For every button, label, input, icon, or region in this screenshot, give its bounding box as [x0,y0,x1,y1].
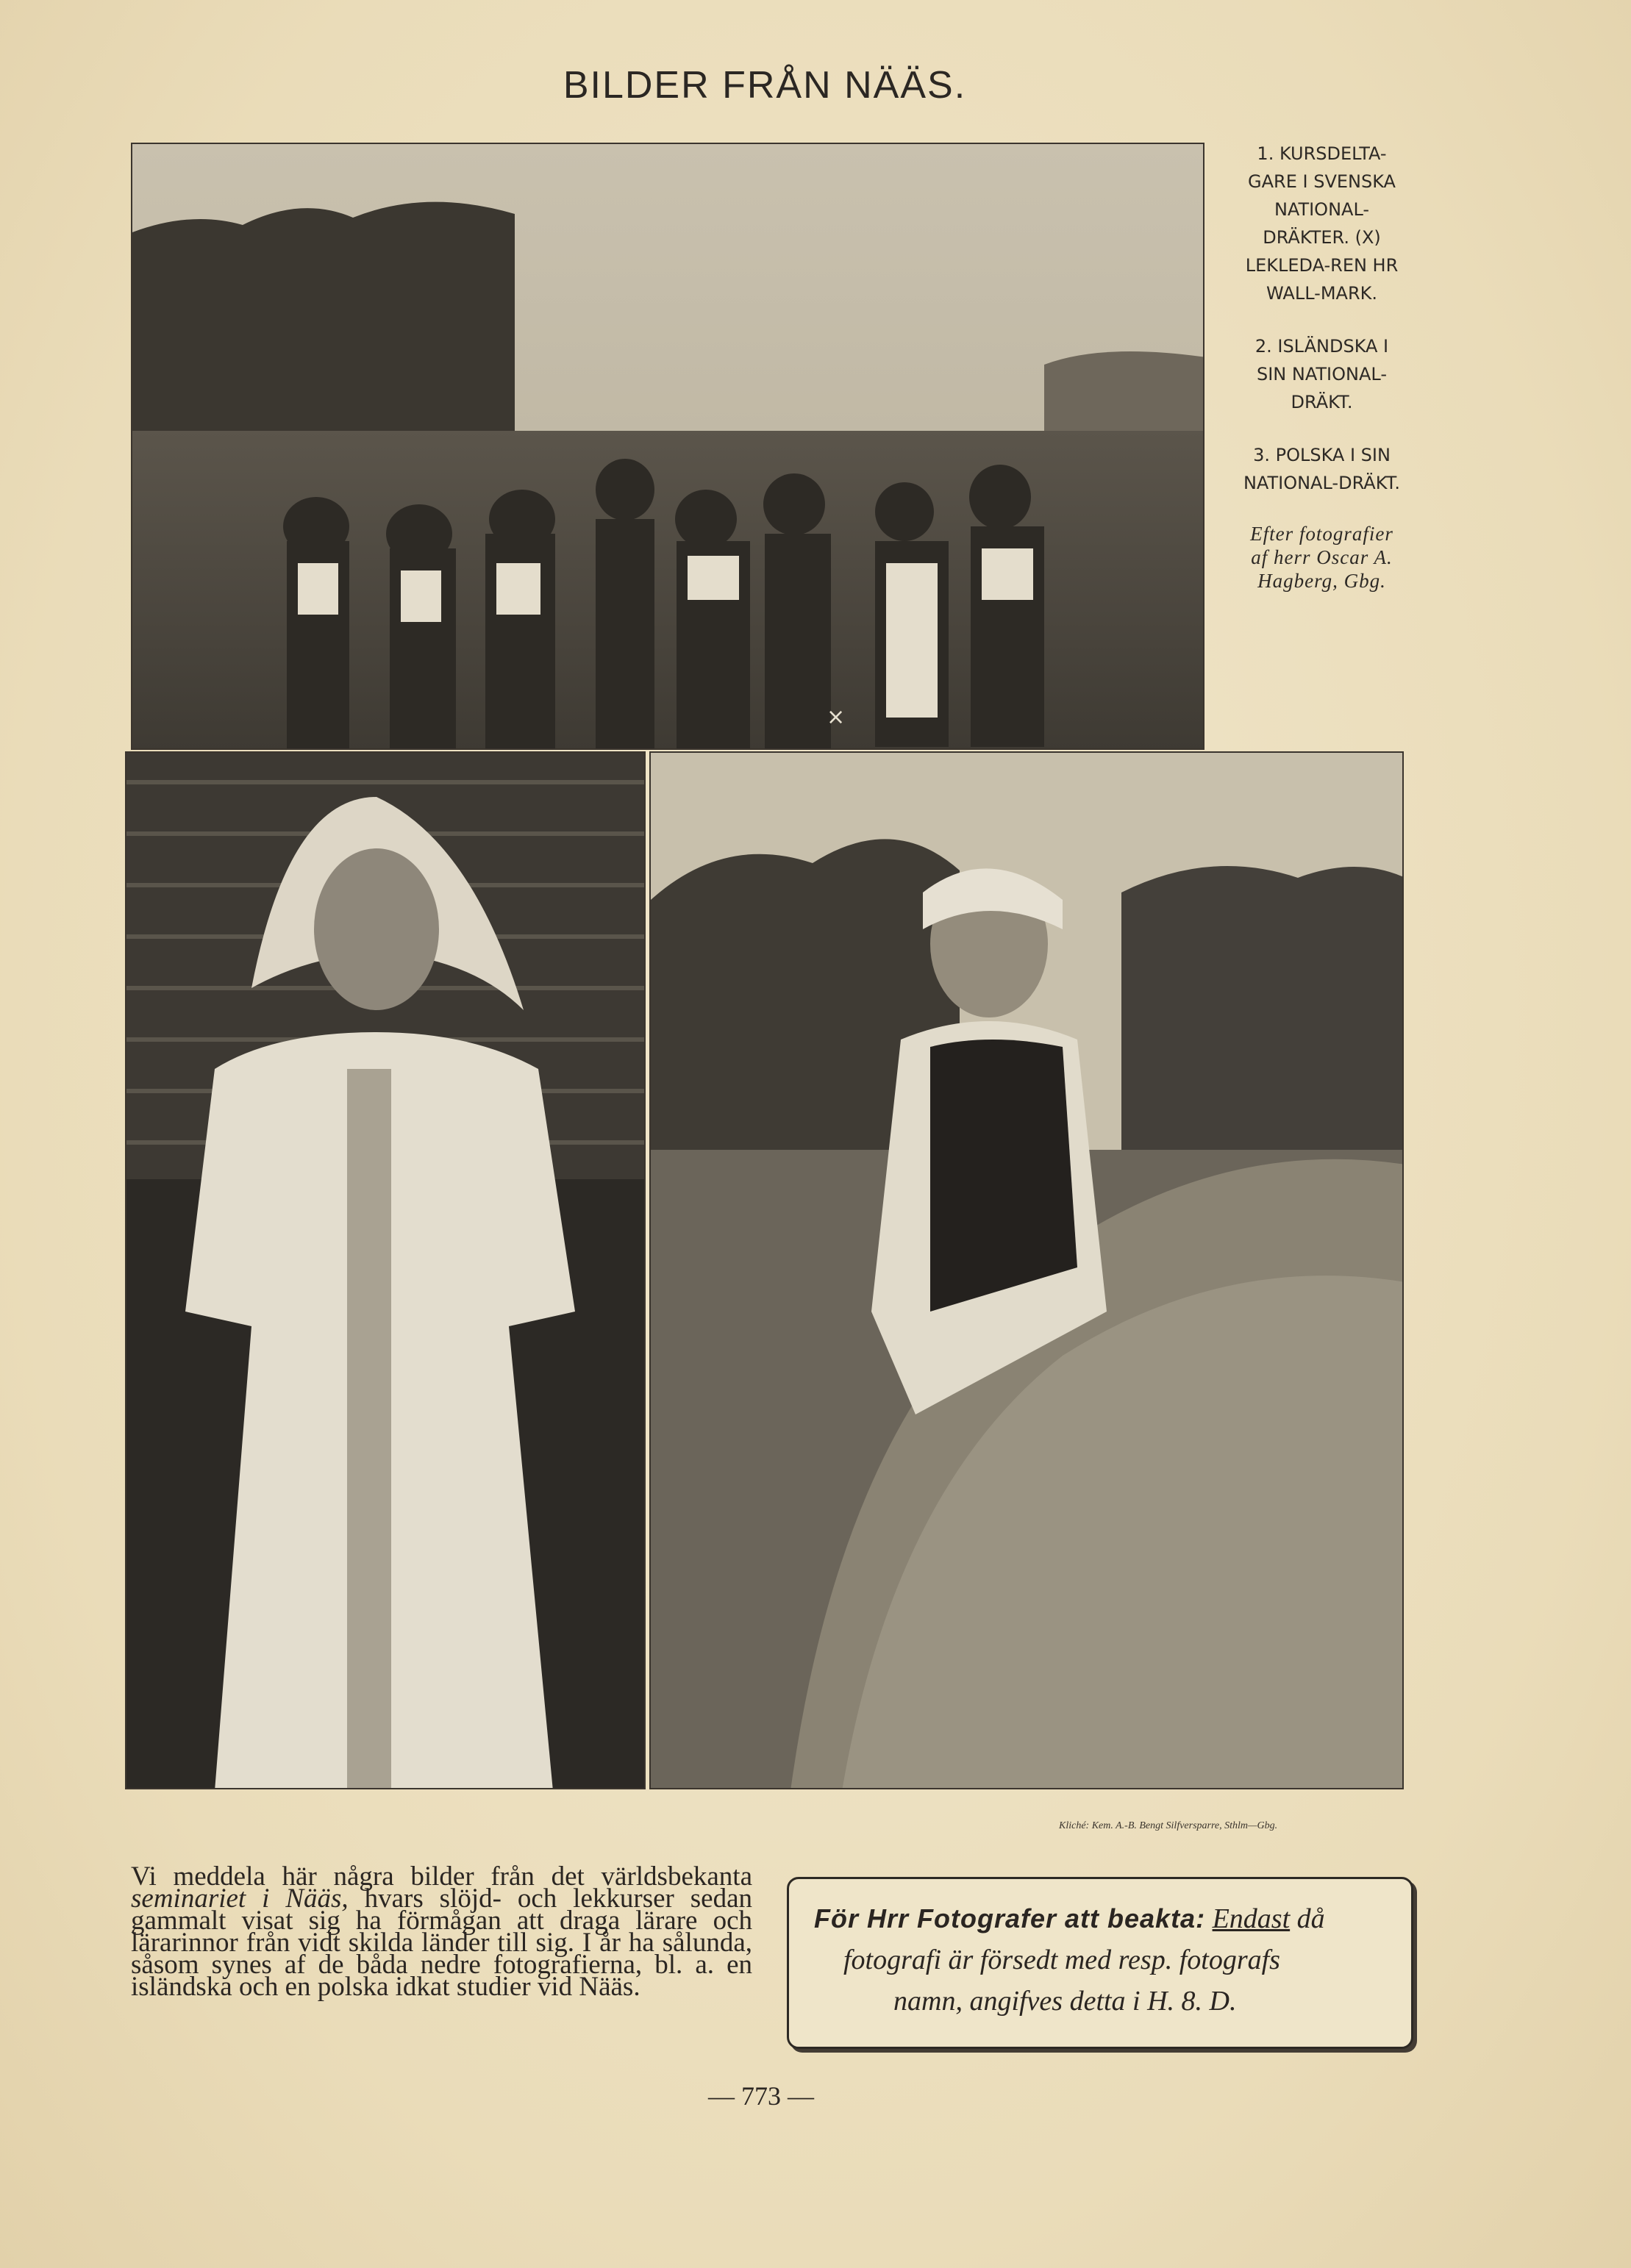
notice-line-2: fotografi är försedt med resp. fotografs [843,1945,1280,1975]
notice-underlined-word: Endast [1212,1903,1291,1934]
article-intro: Vi meddela här några bilder från det världsbekanta [131,1861,752,1892]
photographer-notice [787,1877,1413,2049]
photo-marker: × [827,704,846,730]
article-emphasis: seminariet i Nääs, [131,1884,349,1914]
icelandic-woman-photo [125,751,646,1789]
photo-credit: Efter fotografier af herr Oscar A. Hagberg, Gbg. [1250,523,1393,592]
caption-3: 3. POLSKA I SIN NATIONAL-DRÄKT. [1243,445,1401,493]
notice-line1-end: då [1296,1903,1325,1934]
article-text [131,1861,753,2002]
page-number: — 773 — [708,2081,814,2111]
caption-2: 2. ISLÄNDSKA I SIN NATIONAL-DRÄKT. [1255,336,1389,412]
page-title: BILDER FRÅN NÄÄS. [563,64,967,107]
notice-heading: För Hrr Fotografer att beakta: [814,1903,1206,1933]
group-photo-image [132,144,1204,750]
polish-woman-image [651,753,1404,1789]
photo-captions [1243,140,1401,618]
article-rest: hvars slöjd- och lekkurser sedan gammalt visat sig ha förmågan att draga lärare och lärarinnor från vidt skilda länder till sig. I år ha sålunda, såsom synes af de båda nedre fotografierna, bl. a. en isländska och en polska idkat studier vid Nääs. [131,1884,753,2002]
caption-1: 1. KURSDELTA-GARE I SVENSKA NATIONAL-DRÄKTER. (X) LEKLEDA-REN HR WALL-MARK. [1245,143,1399,304]
notice-line-3: namn, angifves detta i H. 8. D. [893,1986,1237,2017]
group-photo [131,143,1204,750]
polish-woman-photo [649,751,1404,1789]
cliche-credit: Kliché: Kem. A.-B. Bengt Silfversparre, Sthlm—Gbg. [1059,1820,1278,1831]
icelandic-woman-image [126,753,646,1789]
notice-line-1 [814,1898,1396,1939]
